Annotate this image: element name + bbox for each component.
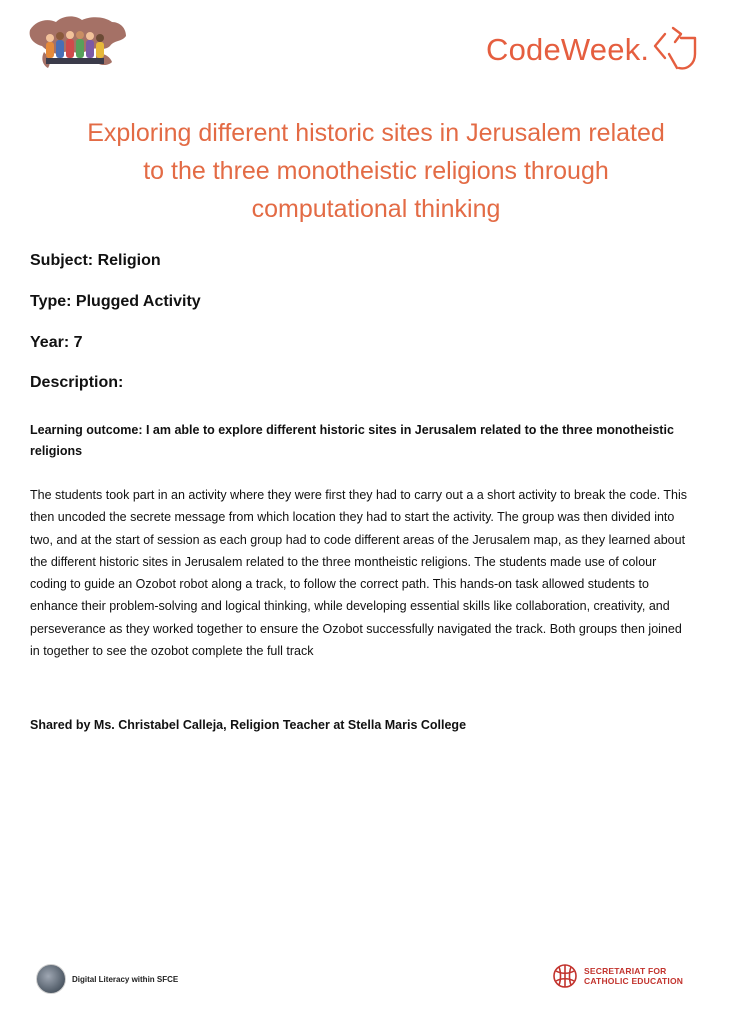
learning-outcome: Learning outcome: I am able to explore different historic sites in Jerusalem related to the three monotheistic religions: [30, 423, 674, 458]
footer-secretariat: [551, 962, 683, 990]
shared-by-credit: Shared by Ms. Christabel Calleja, Religion Teacher at Stella Maris College: [30, 718, 467, 732]
title-line-3: computational thinking: [251, 195, 501, 223]
title-line-2: to the three monotheistic religions through: [143, 157, 609, 185]
codeweek-wordmark: CodeWeek.: [486, 31, 650, 67]
year-label: Year: 7: [30, 334, 83, 351]
secretariat-label: SECRETARIAT FOR CATHOLIC EDUCATION: [584, 966, 684, 986]
title-line-1: Exploring different historic sites in Jerusalem related: [87, 119, 665, 147]
codeweek-brackets-icon: [651, 24, 707, 80]
footer-digital-literacy: [36, 964, 178, 994]
subject-label: Subject: Religion: [30, 252, 161, 269]
document-title: [20, 114, 732, 228]
description-heading: Description:: [30, 374, 124, 391]
footer-left-label: Digital Literacy within SFCE: [72, 974, 179, 984]
codeweek-logo: [486, 18, 707, 80]
sfce-avatar-icon: [36, 964, 66, 994]
secretariat-emblem-icon: [551, 962, 579, 990]
description-body: The students took part in an activity where they were first they had to carry out a a short activity to break the code. This then uncoded the secrete message from which location they had to start the activity. The group was then divided into two, and at the start of session as each group had to code different areas of the Jerusalem map, as they learned about the different historic sites in Jerusalem related to the three montheistic religions. The students made use of colour coding to guide an Ozobot robot along a track, to follow the correct path. This hands-on task allowed students to enhance their problem-solving and logical thinking, while developing essential skills like collaboration, creativity, and perseverance as they worked together to ensure the Ozobot successfully navigated the track. Both groups then joined in together to see the ozobot complete the full track: [30, 488, 688, 659]
type-label: Type: Plugged Activity: [30, 293, 201, 310]
children-world-map-logo: [26, 12, 130, 74]
